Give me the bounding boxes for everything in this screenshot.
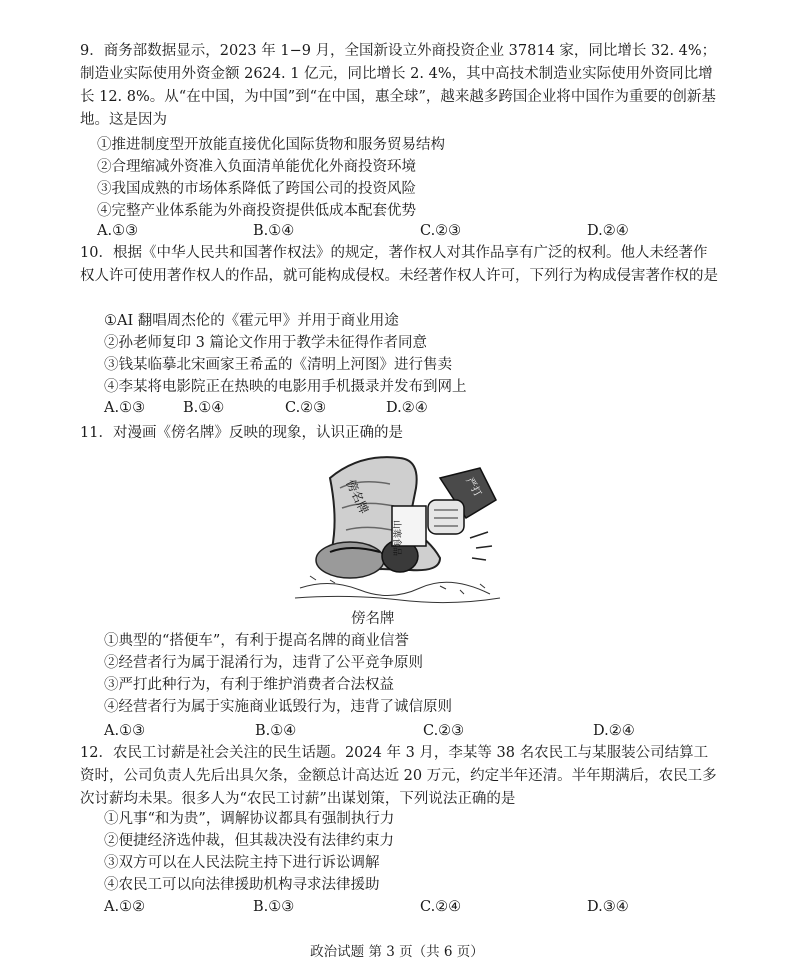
q11-option-1: ①典型的“搭便车”，有利于提高名牌的商业信誉 [104, 633, 409, 649]
page-footer: 政治试题 第 3 页（共 6 页） [310, 944, 484, 960]
q9-option-4: ④完整产业体系能为外商投资提供低成本配套优势 [97, 203, 416, 219]
q9-option-2: ②合理缩减外资准入负面清单能优化外商投资环境 [97, 159, 416, 175]
q9-answer-b: B.①④ [253, 223, 295, 239]
q10-answer-d: D.②④ [386, 400, 428, 416]
q11-option-4: ④经营者行为属于实施商业诋毁行为，违背了诚信原则 [104, 699, 452, 715]
q12-answer-b: B.①③ [253, 899, 295, 915]
q9-answer-d: D.②④ [587, 223, 629, 239]
q10-option-1: ①AI 翻唱周杰伦的《霍元甲》并用于商业用途 [104, 313, 399, 329]
q12-answer-d: D.③④ [587, 899, 629, 915]
question-12 [80, 742, 720, 811]
question-11-stem: 11．对漫画《傍名牌》反映的现象，认识正确的是 [80, 425, 403, 441]
q10-option-3: ③钱某临摹北宋画家王希孟的《清明上河图》进行售卖 [104, 357, 452, 373]
q12-option-3: ③双方可以在人民法院主持下进行诉讼调解 [104, 855, 380, 871]
q12-answer-a: A.①② [104, 899, 146, 915]
cartoon-label-crackdown: 严打 [463, 476, 483, 499]
q11-option-3: ③严打此种行为，有利于维护消费者合法权益 [104, 677, 394, 693]
q12-option-4: ④农民工可以向法律援助机构寻求法律援助 [104, 877, 380, 893]
question-9 [80, 40, 720, 132]
question-12-stem: 12．农民工讨薪是社会关注的民生话题。2024 年 3 月，李某等 38 名农民工与某服装公司结算工资时，公司负责人先后出具欠条，金额总计高达近 20 万元，约定半年还清。半年期满后，农民工多次讨薪均未果。很多人为“农民工讨薪”出谋划策，下列说法正确的是 [80, 745, 717, 807]
q10-answer-b: B.①④ [183, 400, 225, 416]
q9-answer-c: C.②③ [420, 223, 462, 239]
q10-option-2: ②孙老师复印 3 篇论文作用于教学未征得作者同意 [104, 335, 427, 351]
q10-answer-c: C.②③ [285, 400, 327, 416]
q10-answer-a: A.①③ [104, 400, 146, 416]
ground-texture [295, 576, 500, 603]
q11-answer-a: A.①③ [104, 723, 146, 739]
q11-answer-c: C.②③ [423, 723, 465, 739]
question-10 [80, 242, 720, 288]
q9-option-3: ③我国成熟的市场体系降低了跨国公司的投资风险 [97, 181, 416, 197]
cartoon-illustration [290, 448, 504, 604]
q11-option-2: ②经营者行为属于混淆行为，违背了公平竞争原则 [104, 655, 423, 671]
q12-answer-c: C.②④ [420, 899, 462, 915]
crackdown-fist [428, 468, 496, 534]
cartoon-label-brand: 傍名牌 [343, 477, 372, 516]
q10-option-4: ④李某将电影院正在热映的电影用手机摄录并发布到网上 [104, 379, 467, 395]
q12-option-1: ①凡事“和为贵”，调解协议都具有强制执行力 [104, 811, 395, 827]
question-11 [80, 422, 720, 445]
question-10-stem: 10．根据《中华人民共和国著作权法》的规定，著作权人对其作品享有广泛的权利。他人未经著作权人许可使用著作权人的作品，就可能构成侵权。未经著作权人许可，下列行为构成侵害著作权的是 [80, 245, 718, 284]
q11-answer-d: D.②④ [593, 723, 635, 739]
question-9-stem: 9．商务部数据显示，2023 年 1−9 月，全国新设立外商投资企业 37814 家，同比增长 32. 4%；制造业实际使用外资金额 2624. 1 亿元，同比增长 2. 4%，其中高技术制造业实际使用外资同比增长 12. 8%。从“在中国，为中国”到“在中国，惠全球”，越来越多跨国企业将中国作为重要的创新基地。这是因为 [80, 43, 717, 128]
q9-answer-a: A.①③ [97, 223, 139, 239]
q11-answer-b: B.①④ [255, 723, 297, 739]
q12-option-2: ②便捷经济选仲裁，但其裁决没有法律约束力 [104, 833, 394, 849]
q9-option-1: ①推进制度型开放能直接优化国际货物和服务贸易结构 [97, 137, 445, 153]
cartoon-label-knockoff: 山寨食品 [391, 520, 401, 557]
cartoon-caption: 傍名牌 [351, 611, 395, 627]
